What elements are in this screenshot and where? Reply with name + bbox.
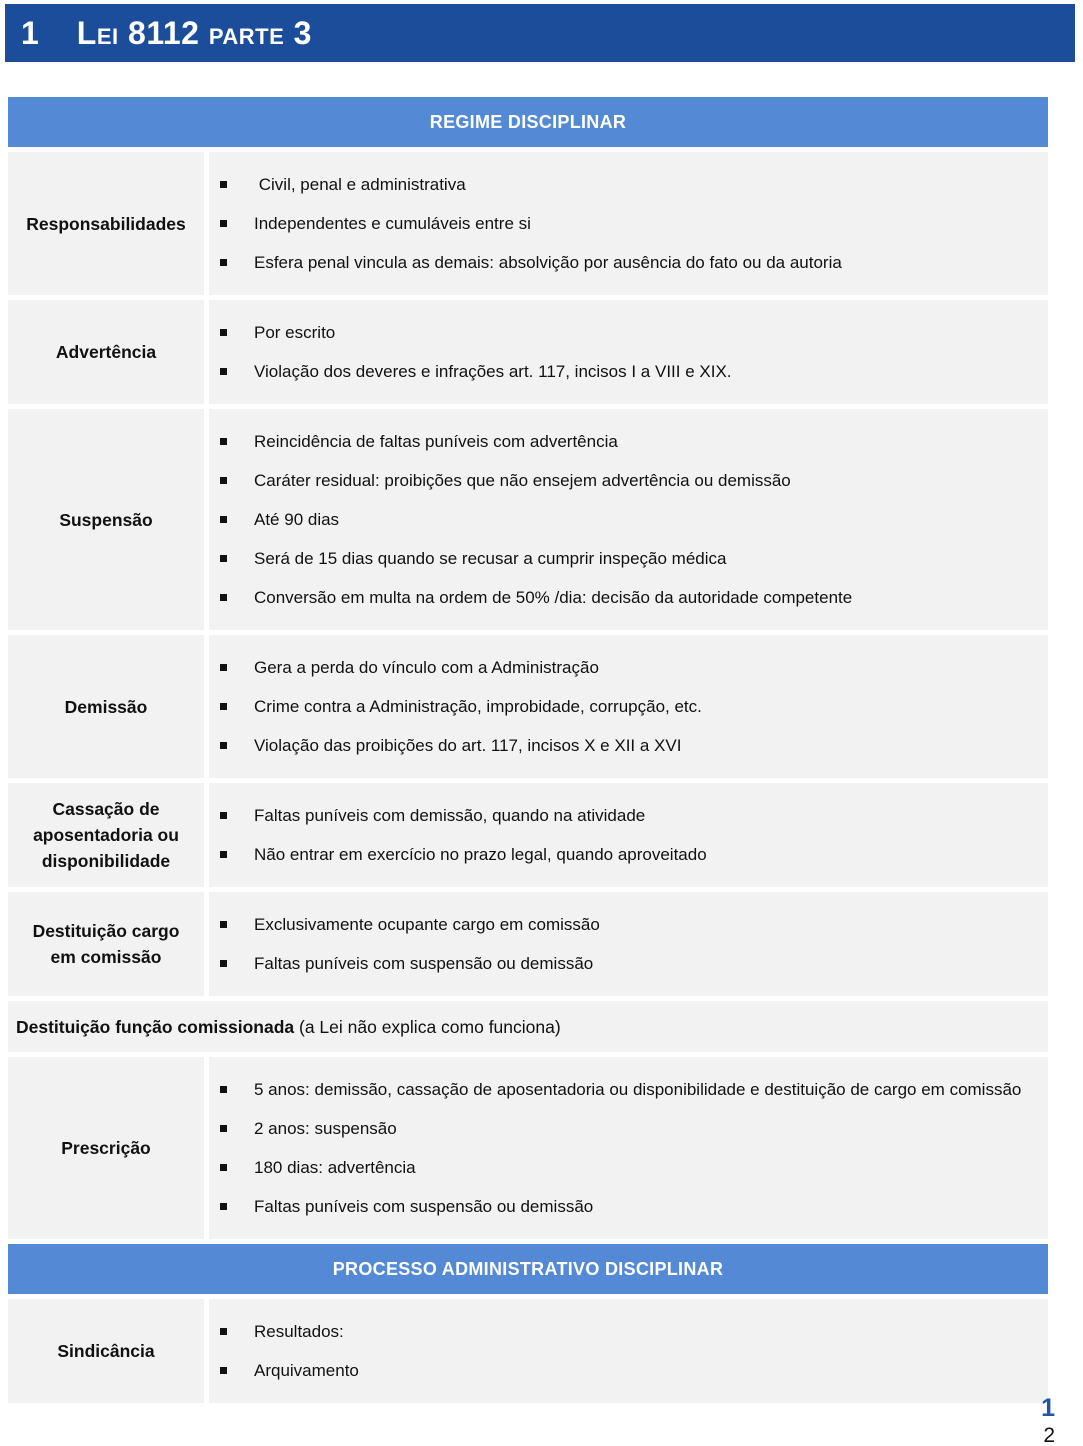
bullet-square-icon	[220, 220, 227, 227]
bullet-square-icon	[220, 181, 227, 188]
row-label: Demissão	[64, 696, 148, 717]
bullet-text: Até 90 dias	[254, 510, 340, 529]
bullet-item	[220, 840, 1028, 869]
bullet-text: Caráter residual: proibições que não ensejem advertência ou demissão	[254, 471, 791, 490]
row-content-cell	[209, 635, 1048, 778]
bullet-item	[220, 1192, 1028, 1221]
regime-table	[8, 97, 1048, 1403]
row-content-cell	[209, 300, 1048, 404]
bullet-square-icon	[220, 960, 227, 967]
bullet-text: Independentes e cumuláveis entre si	[254, 214, 531, 233]
note-row	[8, 1001, 1048, 1052]
bullet-item	[220, 910, 1028, 939]
bullet-list	[220, 1312, 1028, 1390]
bullet-text: 180 dias: advertência	[254, 1158, 416, 1177]
row-label-cell	[8, 409, 204, 630]
bullet-square-icon	[220, 1203, 227, 1210]
bullet-item	[220, 583, 1028, 612]
row-label: Responsabilidades	[26, 213, 186, 234]
row-content-cell	[209, 783, 1048, 887]
bullet-square-icon	[220, 1328, 227, 1335]
bullet-text: Civil, penal e administrativa	[254, 175, 466, 194]
table-row	[8, 1057, 1048, 1239]
bullet-item	[220, 318, 1028, 347]
bullet-square-icon	[220, 329, 227, 336]
bullet-item	[220, 170, 1028, 199]
note-regular-text: (a Lei não explica como funciona)	[294, 1016, 561, 1037]
bullet-item	[220, 1114, 1028, 1143]
bullet-item	[220, 427, 1028, 456]
bullet-item	[220, 731, 1028, 760]
row-label-cell	[8, 1057, 204, 1239]
bullet-text: Exclusivamente ocupante cargo em comissão	[254, 915, 600, 934]
table-row	[8, 1299, 1048, 1403]
row-content-cell	[209, 409, 1048, 630]
table-row	[8, 635, 1048, 778]
bullet-item	[220, 248, 1028, 277]
bullet-text: Faltas puníveis com suspensão ou demissão	[254, 954, 594, 973]
bullet-text: Faltas puníveis com demissão, quando na atividade	[254, 806, 646, 825]
bullet-text: Violação das proibições do art. 117, incisos X e XII a XVI	[254, 736, 682, 755]
row-label: Destituição cargo em comissão	[32, 921, 180, 967]
row-label-cell	[8, 635, 204, 778]
row-content-cell	[209, 1299, 1048, 1403]
bullet-text: Não entrar em exercício no prazo legal, quando aproveitado	[254, 845, 707, 864]
bullet-square-icon	[220, 921, 227, 928]
bullet-list	[220, 648, 1028, 765]
bullet-text: Conversão em multa na ordem de 50% /dia: decisão da autoridade competente	[254, 588, 853, 607]
row-content-cell	[209, 1057, 1048, 1239]
bullet-item	[220, 692, 1028, 721]
heading-number: 1	[21, 14, 39, 51]
row-label-cell	[8, 152, 204, 295]
bullet-square-icon	[220, 664, 227, 671]
table-row	[8, 409, 1048, 630]
bullet-item	[220, 505, 1028, 534]
table-row	[8, 152, 1048, 295]
row-label: Cassação de aposentadoria ou disponibilidade	[33, 799, 179, 871]
row-label: Suspensão	[59, 509, 153, 530]
row-label-cell	[8, 892, 204, 996]
heading-title: Lei 8112 parte 3	[76, 14, 312, 51]
row-label: Prescrição	[61, 1138, 151, 1158]
bullet-item	[220, 653, 1028, 682]
bullet-square-icon	[220, 438, 227, 445]
bullet-text: Resultados:	[254, 1322, 344, 1341]
bullet-item	[220, 1153, 1028, 1182]
bullet-square-icon	[220, 812, 227, 819]
bullet-text: Gera a perda do vínculo com a Administração	[254, 658, 599, 677]
row-label-cell	[8, 1299, 204, 1403]
bullet-item	[220, 209, 1028, 238]
bullet-square-icon	[220, 703, 227, 710]
bullet-square-icon	[220, 742, 227, 749]
row-label: Sindicância	[57, 1341, 155, 1361]
bullet-square-icon	[220, 1125, 227, 1132]
bullet-square-icon	[220, 851, 227, 858]
page-number: 2	[1043, 1424, 1055, 1446]
bullet-item	[220, 1075, 1028, 1104]
bullet-text: Arquivamento	[254, 1361, 359, 1380]
table-row	[8, 300, 1048, 404]
heading-bar	[5, 4, 1075, 62]
row-label-cell	[8, 783, 204, 887]
bullet-text: 5 anos: demissão, cassação de aposentadoria ou disponibilidade e destituição de cargo em comissão	[254, 1080, 1022, 1099]
bullet-item	[220, 801, 1028, 830]
note-bold-text: Destituição função comissionada	[16, 1016, 295, 1037]
section-header: PROCESSO ADMINISTRATIVO DISCIPLINAR	[8, 1244, 1048, 1294]
bullet-list	[220, 796, 1028, 874]
bullet-square-icon	[220, 1086, 227, 1093]
footnote-marker: 1	[1041, 1394, 1055, 1422]
table-row	[8, 892, 1048, 996]
bullet-item	[220, 949, 1028, 978]
table-row	[8, 783, 1048, 887]
bullet-text: Será de 15 dias quando se recusar a cumprir inspeção médica	[254, 549, 727, 568]
bullet-list	[220, 313, 1028, 391]
bullet-text: 2 anos: suspensão	[254, 1119, 397, 1138]
bullet-text: Esfera penal vincula as demais: absolvição por ausência do fato ou da autoria	[254, 253, 842, 272]
bullet-item	[220, 466, 1028, 495]
bullet-list	[220, 1070, 1028, 1226]
bullet-list	[220, 165, 1028, 282]
bullet-square-icon	[220, 516, 227, 523]
bullet-text: Por escrito	[254, 323, 336, 342]
bullet-item	[220, 1317, 1028, 1346]
bullet-square-icon	[220, 594, 227, 601]
bullet-square-icon	[220, 368, 227, 375]
section-header: REGIME DISCIPLINAR	[8, 97, 1048, 147]
bullet-text: Crime contra a Administração, improbidade, corrupção, etc.	[254, 697, 702, 716]
bullet-square-icon	[220, 1164, 227, 1171]
bullet-square-icon	[220, 259, 227, 266]
bullet-square-icon	[220, 477, 227, 484]
bullet-square-icon	[220, 555, 227, 562]
row-label: Advertência	[55, 342, 157, 362]
bullet-text: Reincidência de faltas puníveis com advertência	[254, 432, 618, 451]
row-label-cell	[8, 300, 204, 404]
row-content-cell	[209, 152, 1048, 295]
bullet-item	[220, 544, 1028, 573]
bullet-list	[220, 422, 1028, 617]
bullet-square-icon	[220, 1367, 227, 1374]
bullet-text: Violação dos deveres e infrações art. 117, incisos I a VIII e XIX.	[254, 362, 732, 381]
bullet-list	[220, 905, 1028, 983]
row-content-cell	[209, 892, 1048, 996]
bullet-text: Faltas puníveis com suspensão ou demissão	[254, 1197, 594, 1216]
bullet-item	[220, 357, 1028, 386]
bullet-item	[220, 1356, 1028, 1385]
